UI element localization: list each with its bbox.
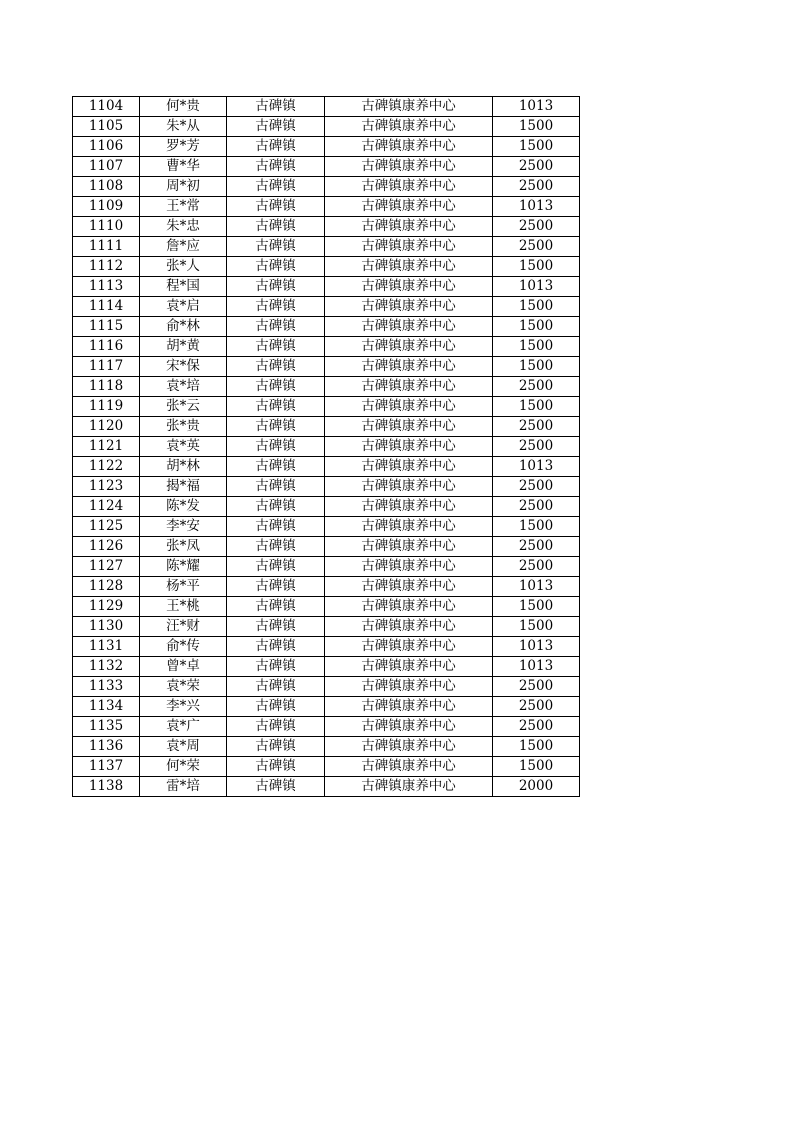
person-name-cell: 曹*华 xyxy=(140,157,227,177)
table-body xyxy=(73,97,580,797)
institution-cell: 古碑镇康养中心 xyxy=(325,197,493,217)
person-name-cell: 俞*传 xyxy=(140,637,227,657)
person-name-cell: 张*云 xyxy=(140,397,227,417)
person-name-cell: 罗*芳 xyxy=(140,137,227,157)
town-cell: 古碑镇 xyxy=(227,437,325,457)
institution-cell: 古碑镇康养中心 xyxy=(325,217,493,237)
table-row xyxy=(73,457,580,477)
town-cell: 古碑镇 xyxy=(227,617,325,637)
person-name-cell: 袁*广 xyxy=(140,717,227,737)
institution-cell: 古碑镇康养中心 xyxy=(325,357,493,377)
row-number-cell: 1131 xyxy=(73,637,140,657)
town-cell: 古碑镇 xyxy=(227,737,325,757)
amount-cell: 1013 xyxy=(493,197,580,217)
institution-cell: 古碑镇康养中心 xyxy=(325,137,493,157)
institution-cell: 古碑镇康养中心 xyxy=(325,597,493,617)
row-number-cell: 1120 xyxy=(73,417,140,437)
row-number-cell: 1127 xyxy=(73,557,140,577)
town-cell: 古碑镇 xyxy=(227,277,325,297)
table-row xyxy=(73,177,580,197)
row-number-cell: 1105 xyxy=(73,117,140,137)
person-name-cell: 周*初 xyxy=(140,177,227,197)
amount-cell: 2500 xyxy=(493,677,580,697)
person-name-cell: 袁*英 xyxy=(140,437,227,457)
table-row xyxy=(73,717,580,737)
person-name-cell: 揭*福 xyxy=(140,477,227,497)
table-row xyxy=(73,517,580,537)
row-number-cell: 1104 xyxy=(73,97,140,117)
table-row xyxy=(73,477,580,497)
person-name-cell: 张*凤 xyxy=(140,537,227,557)
person-name-cell: 雷*培 xyxy=(140,777,227,797)
amount-cell: 1500 xyxy=(493,617,580,637)
town-cell: 古碑镇 xyxy=(227,717,325,737)
town-cell: 古碑镇 xyxy=(227,317,325,337)
table-row xyxy=(73,217,580,237)
table-row xyxy=(73,237,580,257)
person-name-cell: 李*兴 xyxy=(140,697,227,717)
table-row xyxy=(73,257,580,277)
amount-cell: 1013 xyxy=(493,657,580,677)
table-row xyxy=(73,357,580,377)
table-row xyxy=(73,197,580,217)
institution-cell: 古碑镇康养中心 xyxy=(325,517,493,537)
table-row xyxy=(73,537,580,557)
person-name-cell: 王*桃 xyxy=(140,597,227,617)
town-cell: 古碑镇 xyxy=(227,637,325,657)
table-row xyxy=(73,577,580,597)
institution-cell: 古碑镇康养中心 xyxy=(325,777,493,797)
amount-cell: 2500 xyxy=(493,557,580,577)
amount-cell: 1013 xyxy=(493,637,580,657)
row-number-cell: 1121 xyxy=(73,437,140,457)
town-cell: 古碑镇 xyxy=(227,657,325,677)
row-number-cell: 1136 xyxy=(73,737,140,757)
town-cell: 古碑镇 xyxy=(227,117,325,137)
table-row xyxy=(73,117,580,137)
row-number-cell: 1113 xyxy=(73,277,140,297)
institution-cell: 古碑镇康养中心 xyxy=(325,657,493,677)
institution-cell: 古碑镇康养中心 xyxy=(325,577,493,597)
person-name-cell: 陈*耀 xyxy=(140,557,227,577)
table-row xyxy=(73,157,580,177)
row-number-cell: 1112 xyxy=(73,257,140,277)
table-row xyxy=(73,397,580,417)
table-row xyxy=(73,617,580,637)
town-cell: 古碑镇 xyxy=(227,237,325,257)
table-row xyxy=(73,557,580,577)
table-row xyxy=(73,757,580,777)
amount-cell: 1500 xyxy=(493,297,580,317)
person-name-cell: 张*人 xyxy=(140,257,227,277)
person-name-cell: 詹*应 xyxy=(140,237,227,257)
amount-cell: 2500 xyxy=(493,377,580,397)
person-name-cell: 曾*卓 xyxy=(140,657,227,677)
row-number-cell: 1135 xyxy=(73,717,140,737)
institution-cell: 古碑镇康养中心 xyxy=(325,157,493,177)
institution-cell: 古碑镇康养中心 xyxy=(325,557,493,577)
table-row xyxy=(73,277,580,297)
row-number-cell: 1108 xyxy=(73,177,140,197)
person-name-cell: 张*贵 xyxy=(140,417,227,437)
row-number-cell: 1126 xyxy=(73,537,140,557)
row-number-cell: 1124 xyxy=(73,497,140,517)
amount-cell: 2500 xyxy=(493,537,580,557)
person-name-cell: 胡*林 xyxy=(140,457,227,477)
table-row xyxy=(73,697,580,717)
table-row xyxy=(73,597,580,617)
institution-cell: 古碑镇康养中心 xyxy=(325,417,493,437)
institution-cell: 古碑镇康养中心 xyxy=(325,477,493,497)
institution-cell: 古碑镇康养中心 xyxy=(325,677,493,697)
town-cell: 古碑镇 xyxy=(227,357,325,377)
person-name-cell: 袁*启 xyxy=(140,297,227,317)
row-number-cell: 1134 xyxy=(73,697,140,717)
person-name-cell: 程*国 xyxy=(140,277,227,297)
town-cell: 古碑镇 xyxy=(227,677,325,697)
amount-cell: 2500 xyxy=(493,697,580,717)
amount-cell: 1500 xyxy=(493,757,580,777)
amount-cell: 2500 xyxy=(493,417,580,437)
institution-cell: 古碑镇康养中心 xyxy=(325,177,493,197)
amount-cell: 1500 xyxy=(493,737,580,757)
row-number-cell: 1119 xyxy=(73,397,140,417)
amount-cell: 2500 xyxy=(493,177,580,197)
town-cell: 古碑镇 xyxy=(227,417,325,437)
amount-cell: 1500 xyxy=(493,137,580,157)
institution-cell: 古碑镇康养中心 xyxy=(325,457,493,477)
table-row xyxy=(73,317,580,337)
person-name-cell: 何*贵 xyxy=(140,97,227,117)
row-number-cell: 1107 xyxy=(73,157,140,177)
row-number-cell: 1116 xyxy=(73,337,140,357)
town-cell: 古碑镇 xyxy=(227,97,325,117)
town-cell: 古碑镇 xyxy=(227,477,325,497)
row-number-cell: 1118 xyxy=(73,377,140,397)
row-number-cell: 1106 xyxy=(73,137,140,157)
town-cell: 古碑镇 xyxy=(227,217,325,237)
row-number-cell: 1117 xyxy=(73,357,140,377)
town-cell: 古碑镇 xyxy=(227,517,325,537)
institution-cell: 古碑镇康养中心 xyxy=(325,277,493,297)
table-row xyxy=(73,777,580,797)
institution-cell: 古碑镇康养中心 xyxy=(325,617,493,637)
table-row xyxy=(73,337,580,357)
table-row xyxy=(73,377,580,397)
amount-cell: 1500 xyxy=(493,317,580,337)
town-cell: 古碑镇 xyxy=(227,197,325,217)
table-row xyxy=(73,297,580,317)
row-number-cell: 1133 xyxy=(73,677,140,697)
amount-cell: 2500 xyxy=(493,717,580,737)
person-name-cell: 王*常 xyxy=(140,197,227,217)
row-number-cell: 1128 xyxy=(73,577,140,597)
institution-cell: 古碑镇康养中心 xyxy=(325,237,493,257)
town-cell: 古碑镇 xyxy=(227,377,325,397)
person-name-cell: 胡*黄 xyxy=(140,337,227,357)
table-row xyxy=(73,657,580,677)
institution-cell: 古碑镇康养中心 xyxy=(325,257,493,277)
amount-cell: 2500 xyxy=(493,237,580,257)
row-number-cell: 1114 xyxy=(73,297,140,317)
town-cell: 古碑镇 xyxy=(227,157,325,177)
institution-cell: 古碑镇康养中心 xyxy=(325,637,493,657)
table-row xyxy=(73,737,580,757)
row-number-cell: 1111 xyxy=(73,237,140,257)
town-cell: 古碑镇 xyxy=(227,577,325,597)
institution-cell: 古碑镇康养中心 xyxy=(325,717,493,737)
town-cell: 古碑镇 xyxy=(227,177,325,197)
town-cell: 古碑镇 xyxy=(227,537,325,557)
person-name-cell: 朱*忠 xyxy=(140,217,227,237)
amount-cell: 1013 xyxy=(493,97,580,117)
amount-cell: 1500 xyxy=(493,517,580,537)
amount-cell: 1500 xyxy=(493,357,580,377)
institution-cell: 古碑镇康养中心 xyxy=(325,377,493,397)
table-row xyxy=(73,437,580,457)
table-row xyxy=(73,417,580,437)
person-name-cell: 宋*保 xyxy=(140,357,227,377)
institution-cell: 古碑镇康养中心 xyxy=(325,397,493,417)
institution-cell: 古碑镇康养中心 xyxy=(325,337,493,357)
person-name-cell: 俞*林 xyxy=(140,317,227,337)
town-cell: 古碑镇 xyxy=(227,337,325,357)
town-cell: 古碑镇 xyxy=(227,777,325,797)
town-cell: 古碑镇 xyxy=(227,697,325,717)
institution-cell: 古碑镇康养中心 xyxy=(325,437,493,457)
person-name-cell: 李*安 xyxy=(140,517,227,537)
institution-cell: 古碑镇康养中心 xyxy=(325,97,493,117)
person-name-cell: 袁*荣 xyxy=(140,677,227,697)
person-name-cell: 汪*财 xyxy=(140,617,227,637)
amount-cell: 2500 xyxy=(493,497,580,517)
institution-cell: 古碑镇康养中心 xyxy=(325,497,493,517)
row-number-cell: 1123 xyxy=(73,477,140,497)
table-row xyxy=(73,497,580,517)
row-number-cell: 1132 xyxy=(73,657,140,677)
town-cell: 古碑镇 xyxy=(227,297,325,317)
town-cell: 古碑镇 xyxy=(227,397,325,417)
amount-cell: 1500 xyxy=(493,337,580,357)
amount-cell: 2500 xyxy=(493,217,580,237)
person-name-cell: 陈*发 xyxy=(140,497,227,517)
table-row xyxy=(73,677,580,697)
row-number-cell: 1125 xyxy=(73,517,140,537)
row-number-cell: 1129 xyxy=(73,597,140,617)
institution-cell: 古碑镇康养中心 xyxy=(325,697,493,717)
row-number-cell: 1115 xyxy=(73,317,140,337)
institution-cell: 古碑镇康养中心 xyxy=(325,537,493,557)
row-number-cell: 1130 xyxy=(73,617,140,637)
row-number-cell: 1110 xyxy=(73,217,140,237)
person-name-cell: 杨*平 xyxy=(140,577,227,597)
amount-cell: 2000 xyxy=(493,777,580,797)
row-number-cell: 1137 xyxy=(73,757,140,777)
amount-cell: 1500 xyxy=(493,257,580,277)
amount-cell: 1013 xyxy=(493,277,580,297)
institution-cell: 古碑镇康养中心 xyxy=(325,737,493,757)
institution-cell: 古碑镇康养中心 xyxy=(325,317,493,337)
person-name-cell: 袁*周 xyxy=(140,737,227,757)
row-number-cell: 1122 xyxy=(73,457,140,477)
amount-cell: 1500 xyxy=(493,397,580,417)
person-name-cell: 朱*从 xyxy=(140,117,227,137)
amount-cell: 2500 xyxy=(493,477,580,497)
town-cell: 古碑镇 xyxy=(227,137,325,157)
amount-cell: 1013 xyxy=(493,457,580,477)
amount-cell: 1500 xyxy=(493,597,580,617)
institution-cell: 古碑镇康养中心 xyxy=(325,297,493,317)
row-number-cell: 1109 xyxy=(73,197,140,217)
institution-cell: 古碑镇康养中心 xyxy=(325,117,493,137)
person-name-cell: 何*荣 xyxy=(140,757,227,777)
amount-cell: 2500 xyxy=(493,437,580,457)
institution-cell: 古碑镇康养中心 xyxy=(325,757,493,777)
town-cell: 古碑镇 xyxy=(227,497,325,517)
table-row xyxy=(73,137,580,157)
amount-cell: 1013 xyxy=(493,577,580,597)
beneficiary-table xyxy=(72,96,580,797)
amount-cell: 2500 xyxy=(493,157,580,177)
town-cell: 古碑镇 xyxy=(227,257,325,277)
town-cell: 古碑镇 xyxy=(227,757,325,777)
town-cell: 古碑镇 xyxy=(227,457,325,477)
table-row xyxy=(73,97,580,117)
amount-cell: 1500 xyxy=(493,117,580,137)
town-cell: 古碑镇 xyxy=(227,597,325,617)
table-row xyxy=(73,637,580,657)
row-number-cell: 1138 xyxy=(73,777,140,797)
person-name-cell: 袁*培 xyxy=(140,377,227,397)
town-cell: 古碑镇 xyxy=(227,557,325,577)
